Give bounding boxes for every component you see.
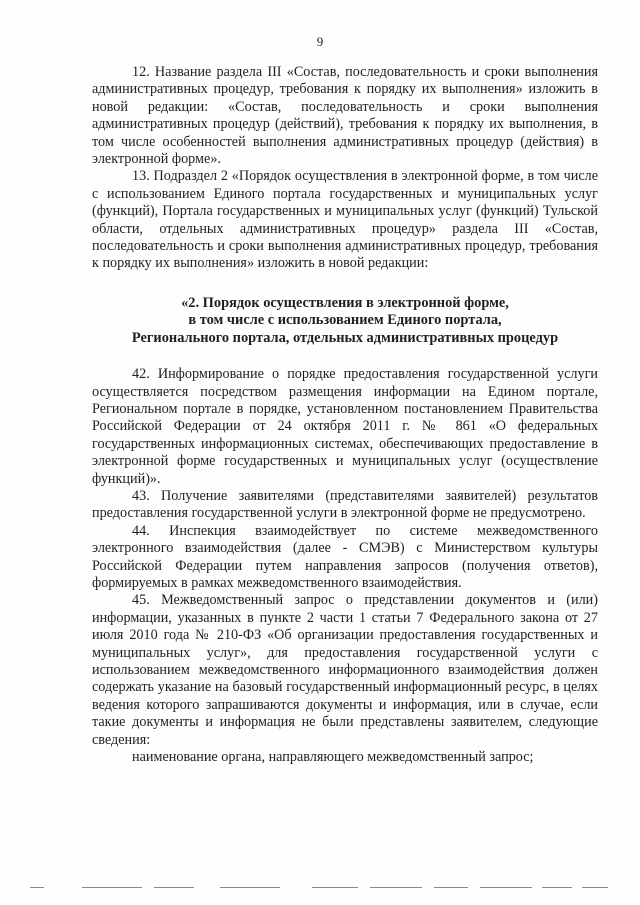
paragraph-42: 42. Информирование о порядке предоставления государственной услуги осуществляется посредством размещения информации на Едином портале, Региональном портале в порядке, установленном постановлением Правительства Российской Федерации от 24 октября 2011 г. № 861 «О федеральных государственных информационных системах, обеспечивающих предоставление в электронной форме государственных и муниципальных услуг (осуществление функций)». xyxy=(92,366,598,487)
paragraph-43: 43. Получение заявителями (представителями заявителей) результатов предоставления государственной услуги в электронной форме не предусмотрено. xyxy=(92,487,598,522)
paragraph-45: 45. Межведомственный запрос о представлении документов и (или) информации, указанных в пункте 2 части 1 статьи 7 Федерального закона от 27 июля 2010 года № 210-ФЗ «Об организации предоставления государственных и муниципальных услуг», для предоставления государственной услуги с использованием межведомственного информационного взаимодействия должен содержать указание на базовый государственный информационный ресурс, в целях ведения которого запрашиваются документы и информация, или в случае, если такие документы и информация не были представлены заявителем, следующие сведения: xyxy=(92,592,598,748)
scan-edge-marks xyxy=(30,887,610,891)
section-heading xyxy=(92,295,598,347)
page-number: 9 xyxy=(316,34,324,49)
paragraph-44: 44. Инспекция взаимодействует по системе межведомственного электронного взаимодействия (далее - СМЭВ) с Министерством культуры Российской Федерации путем направления запросов (получения ответов), формируемых в рамках межведомственного взаимодействия. xyxy=(92,522,598,591)
paragraph-13: 13. Подраздел 2 «Порядок осуществления в электронной форме, в том числе с использованием Единого портала государственных и муниципальных услуг (функций), Портала государственных и муниципальных услуг (функций) Тульской области, отдельных административных процедур» раздела III «Состав, последовательность и сроки выполнения административных процедур, требования к порядку их выполнения» изложить в новой редакции: xyxy=(92,168,598,272)
section-heading-line-1: «2. Порядок осуществления в электронной форме, xyxy=(181,294,509,311)
section-heading-line-3: Регионального портала, отдельных административных процедур xyxy=(131,329,559,346)
document-body xyxy=(92,64,598,766)
paragraph-45-item: наименование органа, направляющего межведомственный запрос; xyxy=(132,749,534,766)
section-heading-line-2: в том числе с использованием Единого портала, xyxy=(188,312,502,329)
paragraph-12: 12. Название раздела III «Состав, последовательность и сроки выполнения административных процедур, требования к порядку их выполнения» изложить в новой редакции: «Состав, последовательность и сроки выполнения административных процедур (действий), требования к порядку их выполнения, в том числе особенностей выполнения административных процедур (действия) в электронной форме». xyxy=(92,64,598,168)
